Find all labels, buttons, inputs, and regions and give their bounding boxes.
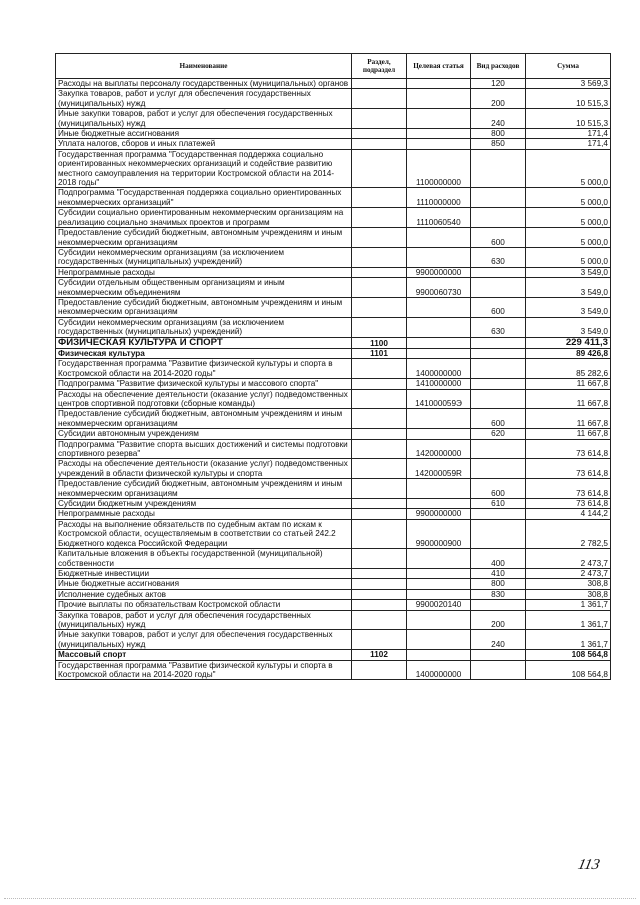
cell-type xyxy=(471,267,526,277)
cell-name: Закупка товаров, работ и услуг для обеспечения государственных (муниципальных) нужд xyxy=(56,89,352,109)
cell-target xyxy=(407,589,471,599)
cell-section xyxy=(352,429,407,439)
cell-section xyxy=(352,459,407,479)
table-row xyxy=(56,660,611,680)
cell-type: 620 xyxy=(471,429,526,439)
table-row xyxy=(56,79,611,89)
table-row xyxy=(56,630,611,650)
cell-type xyxy=(471,188,526,208)
table-row xyxy=(56,278,611,298)
cell-section xyxy=(352,509,407,519)
table-row xyxy=(56,459,611,479)
cell-section xyxy=(352,109,407,129)
table-row xyxy=(56,337,611,348)
cell-section xyxy=(352,519,407,548)
cell-sum: 108 564,8 xyxy=(526,660,611,680)
header-section: Раздел, подраздел xyxy=(352,54,407,79)
cell-target xyxy=(407,129,471,139)
cell-name: Расходы на выплаты персоналу государственных (муниципальных) органов xyxy=(56,79,352,89)
cell-name: Массовый спорт xyxy=(56,650,352,660)
cell-sum: 5 000,0 xyxy=(526,149,611,188)
table-row xyxy=(56,579,611,589)
cell-sum: 10 515,3 xyxy=(526,89,611,109)
cell-sum: 1 361,7 xyxy=(526,630,611,650)
cell-section xyxy=(352,247,407,267)
cell-sum: 2 473,7 xyxy=(526,568,611,578)
cell-sum: 3 549,0 xyxy=(526,297,611,317)
cell-target xyxy=(407,317,471,337)
cell-sum: 2 473,7 xyxy=(526,549,611,569)
cell-sum: 4 144,2 xyxy=(526,509,611,519)
cell-section xyxy=(352,89,407,109)
table-body xyxy=(56,79,611,680)
cell-sum: 171,4 xyxy=(526,129,611,139)
cell-section xyxy=(352,579,407,589)
cell-target xyxy=(407,499,471,509)
cell-name: Прочие выплаты по обязательствам Костромской области xyxy=(56,600,352,610)
cell-target: 1100000000 xyxy=(407,149,471,188)
cell-type: 800 xyxy=(471,579,526,589)
cell-name: Субсидии автономным учреждениям xyxy=(56,429,352,439)
cell-section xyxy=(352,149,407,188)
cell-section xyxy=(352,139,407,149)
cell-sum: 11 667,8 xyxy=(526,389,611,409)
cell-sum: 73 614,8 xyxy=(526,459,611,479)
cell-type xyxy=(471,359,526,379)
cell-type: 400 xyxy=(471,549,526,569)
cell-target: 9900000000 xyxy=(407,509,471,519)
cell-name: Субсидии бюджетным учреждениям xyxy=(56,499,352,509)
table-row xyxy=(56,589,611,599)
cell-type: 630 xyxy=(471,247,526,267)
cell-type xyxy=(471,348,526,358)
cell-target xyxy=(407,630,471,650)
cell-target xyxy=(407,650,471,660)
cell-section xyxy=(352,499,407,509)
cell-target xyxy=(407,549,471,569)
cell-name: Субсидии социально ориентированным некоммерческим организациям на реализацию социально значимых проектов и программ xyxy=(56,208,352,228)
cell-sum: 171,4 xyxy=(526,139,611,149)
cell-section xyxy=(352,389,407,409)
table-row xyxy=(56,297,611,317)
cell-sum: 3 549,0 xyxy=(526,267,611,277)
cell-sum: 1 361,7 xyxy=(526,610,611,630)
cell-name: Закупка товаров, работ и услуг для обеспечения государственных (муниципальных) нужд xyxy=(56,610,352,630)
header-name: Наименование xyxy=(56,54,352,79)
cell-name: Государственная программа "Государственная поддержка социально ориентированных некоммерческих организаций и содействие развитию местного самоуправления на территории Костромской области на 2014-2018 годы" xyxy=(56,149,352,188)
cell-name: Физическая культура xyxy=(56,348,352,358)
cell-target xyxy=(407,479,471,499)
cell-type xyxy=(471,208,526,228)
table-row xyxy=(56,600,611,610)
cell-name: Государственная программа "Развитие физической культуры и спорта в Костромской области на 2014-2020 годы" xyxy=(56,359,352,379)
cell-target xyxy=(407,297,471,317)
table-row xyxy=(56,379,611,389)
cell-sum: 3 549,0 xyxy=(526,317,611,337)
cell-target xyxy=(407,409,471,429)
header-sum: Сумма xyxy=(526,54,611,79)
cell-target: 9900020140 xyxy=(407,600,471,610)
cell-sum: 5 000,0 xyxy=(526,208,611,228)
cell-name: Иные бюджетные ассигнования xyxy=(56,579,352,589)
table-row xyxy=(56,208,611,228)
cell-sum: 73 614,8 xyxy=(526,499,611,509)
cell-sum: 5 000,0 xyxy=(526,228,611,248)
cell-name: Субсидии некоммерческим организациям (за исключением государственных (муниципальных) учреждений) xyxy=(56,247,352,267)
cell-section: 1100 xyxy=(352,337,407,348)
table-row xyxy=(56,549,611,569)
cell-type: 200 xyxy=(471,610,526,630)
cell-name: Предоставление субсидий бюджетным, автономным учреждениям и иным некоммерческим организациям xyxy=(56,479,352,499)
cell-type: 200 xyxy=(471,89,526,109)
table-row xyxy=(56,610,611,630)
cell-section xyxy=(352,379,407,389)
cell-target xyxy=(407,228,471,248)
cell-type: 600 xyxy=(471,409,526,429)
cell-sum: 85 282,6 xyxy=(526,359,611,379)
table-row xyxy=(56,479,611,499)
cell-sum: 229 411,3 xyxy=(526,337,611,348)
table-row xyxy=(56,509,611,519)
cell-section xyxy=(352,409,407,429)
cell-type: 240 xyxy=(471,630,526,650)
cell-type: 630 xyxy=(471,317,526,337)
cell-sum: 11 667,8 xyxy=(526,379,611,389)
cell-target xyxy=(407,610,471,630)
cell-target xyxy=(407,429,471,439)
table-row xyxy=(56,89,611,109)
cell-type: 600 xyxy=(471,228,526,248)
cell-sum: 108 564,8 xyxy=(526,650,611,660)
cell-type xyxy=(471,337,526,348)
cell-type xyxy=(471,660,526,680)
cell-section xyxy=(352,568,407,578)
cell-target xyxy=(407,89,471,109)
cell-section xyxy=(352,600,407,610)
cell-sum: 1 361,7 xyxy=(526,600,611,610)
cell-name: Уплата налогов, сборов и иных платежей xyxy=(56,139,352,149)
table-row xyxy=(56,188,611,208)
cell-section xyxy=(352,317,407,337)
table-row xyxy=(56,317,611,337)
cell-name: Подпрограмма "Государственная поддержка социально ориентированных некоммерческих организаций" xyxy=(56,188,352,208)
cell-type: 120 xyxy=(471,79,526,89)
header-type: Вид расходов xyxy=(471,54,526,79)
cell-name: Непрограммные расходы xyxy=(56,509,352,519)
table-row xyxy=(56,247,611,267)
cell-target: 1400000000 xyxy=(407,359,471,379)
cell-target: 9900060730 xyxy=(407,278,471,298)
cell-name: Государственная программа "Развитие физической культуры и спорта в Костромской области на 2014-2020 годы" xyxy=(56,660,352,680)
table-row xyxy=(56,429,611,439)
cell-name: Подпрограмма "Развитие физической культуры и массового спорта" xyxy=(56,379,352,389)
cell-section xyxy=(352,359,407,379)
cell-target xyxy=(407,139,471,149)
cell-name: Предоставление субсидий бюджетным, автономным учреждениям и иным некоммерческим организациям xyxy=(56,228,352,248)
cell-name: Предоставление субсидий бюджетным, автономным учреждениям и иным некоммерческим организациям xyxy=(56,297,352,317)
cell-name: Расходы на обеспечение деятельности (оказание услуг) подведомственных учреждений в области физической культуры и спорта xyxy=(56,459,352,479)
cell-sum: 11 667,8 xyxy=(526,409,611,429)
cell-sum: 89 426,8 xyxy=(526,348,611,358)
cell-target xyxy=(407,348,471,358)
cell-type xyxy=(471,459,526,479)
table-row xyxy=(56,267,611,277)
cell-sum: 5 000,0 xyxy=(526,247,611,267)
cell-target: 1400000000 xyxy=(407,660,471,680)
cell-section xyxy=(352,208,407,228)
cell-target xyxy=(407,79,471,89)
cell-target: 9900000900 xyxy=(407,519,471,548)
cell-type xyxy=(471,278,526,298)
cell-section xyxy=(352,549,407,569)
cell-section: 1101 xyxy=(352,348,407,358)
cell-section xyxy=(352,278,407,298)
cell-section xyxy=(352,610,407,630)
table-row xyxy=(56,389,611,409)
cell-name: Иные закупки товаров, работ и услуг для обеспечения государственных (муниципальных) нужд xyxy=(56,109,352,129)
cell-sum: 5 000,0 xyxy=(526,188,611,208)
cell-type xyxy=(471,439,526,459)
cell-target xyxy=(407,247,471,267)
cell-name: Иные закупки товаров, работ и услуг для обеспечения государственных (муниципальных) нужд xyxy=(56,630,352,650)
table-row xyxy=(56,568,611,578)
cell-type: 240 xyxy=(471,109,526,129)
cell-section xyxy=(352,297,407,317)
cell-target: 1420000000 xyxy=(407,439,471,459)
cell-type xyxy=(471,389,526,409)
table-row xyxy=(56,149,611,188)
cell-sum: 2 782,5 xyxy=(526,519,611,548)
table-row xyxy=(56,129,611,139)
page-number: 113 xyxy=(576,857,602,873)
cell-section xyxy=(352,79,407,89)
cell-target: 1110060540 xyxy=(407,208,471,228)
cell-sum: 10 515,3 xyxy=(526,109,611,129)
table-row xyxy=(56,109,611,129)
cell-name: Расходы на выполнение обязательств по судебным актам по искам к Костромской области, осуществляемым в соответствии со статьей 242.2 Бюджетного кодекса Российской Федерации xyxy=(56,519,352,548)
table-row xyxy=(56,499,611,509)
bottom-edge-divider xyxy=(4,898,636,899)
cell-name: Субсидии некоммерческим организациям (за исключением государственных (муниципальных) учреждений) xyxy=(56,317,352,337)
cell-name: Непрограммные расходы xyxy=(56,267,352,277)
cell-type xyxy=(471,600,526,610)
cell-type xyxy=(471,519,526,548)
cell-target: 142000059R xyxy=(407,459,471,479)
cell-name: Капитальные вложения в объекты государственной (муниципальной) собственности xyxy=(56,549,352,569)
cell-target: 1110000000 xyxy=(407,188,471,208)
table-row xyxy=(56,228,611,248)
budget-table xyxy=(55,53,611,680)
cell-sum: 3 549,0 xyxy=(526,278,611,298)
cell-section xyxy=(352,660,407,680)
cell-section xyxy=(352,267,407,277)
cell-target: 1410000000 xyxy=(407,379,471,389)
cell-type: 410 xyxy=(471,568,526,578)
cell-name: Подпрограмма "Развитие спорта высших достижений и системы подготовки спортивного резерва" xyxy=(56,439,352,459)
cell-section xyxy=(352,129,407,139)
cell-name: ФИЗИЧЕСКАЯ КУЛЬТУРА И СПОРТ xyxy=(56,337,352,348)
table-row xyxy=(56,139,611,149)
table-row xyxy=(56,348,611,358)
cell-section xyxy=(352,479,407,499)
cell-section xyxy=(352,439,407,459)
cell-type: 610 xyxy=(471,499,526,509)
table-row xyxy=(56,650,611,660)
cell-type: 830 xyxy=(471,589,526,599)
cell-type xyxy=(471,650,526,660)
cell-target: 141000059Э xyxy=(407,389,471,409)
cell-section xyxy=(352,589,407,599)
cell-type xyxy=(471,379,526,389)
cell-target xyxy=(407,568,471,578)
cell-type xyxy=(471,149,526,188)
cell-sum: 73 614,8 xyxy=(526,479,611,499)
table-header-row xyxy=(56,54,611,79)
cell-sum: 3 569,3 xyxy=(526,79,611,89)
cell-target: 9900000000 xyxy=(407,267,471,277)
cell-target xyxy=(407,109,471,129)
cell-section xyxy=(352,188,407,208)
cell-name: Предоставление субсидий бюджетным, автономным учреждениям и иным некоммерческим организациям xyxy=(56,409,352,429)
cell-type: 600 xyxy=(471,297,526,317)
cell-name: Иные бюджетные ассигнования xyxy=(56,129,352,139)
cell-section xyxy=(352,630,407,650)
header-target: Целевая статья xyxy=(407,54,471,79)
cell-sum: 308,8 xyxy=(526,579,611,589)
cell-name: Расходы на обеспечение деятельности (оказание услуг) подведомственных центров спортивной подготовки (сборные команды) xyxy=(56,389,352,409)
cell-sum: 308,8 xyxy=(526,589,611,599)
cell-type xyxy=(471,509,526,519)
cell-section xyxy=(352,228,407,248)
table-row xyxy=(56,359,611,379)
cell-type: 850 xyxy=(471,139,526,149)
cell-target xyxy=(407,579,471,589)
cell-sum: 73 614,8 xyxy=(526,439,611,459)
cell-target xyxy=(407,337,471,348)
cell-name: Бюджетные инвестиции xyxy=(56,568,352,578)
cell-type: 800 xyxy=(471,129,526,139)
cell-name: Субсидии отдельным общественным организациям и иным некоммерческим объединениям xyxy=(56,278,352,298)
cell-type: 600 xyxy=(471,479,526,499)
cell-sum: 11 667,8 xyxy=(526,429,611,439)
table-row xyxy=(56,439,611,459)
table-row xyxy=(56,409,611,429)
cell-section: 1102 xyxy=(352,650,407,660)
table-row xyxy=(56,519,611,548)
cell-name: Исполнение судебных актов xyxy=(56,589,352,599)
